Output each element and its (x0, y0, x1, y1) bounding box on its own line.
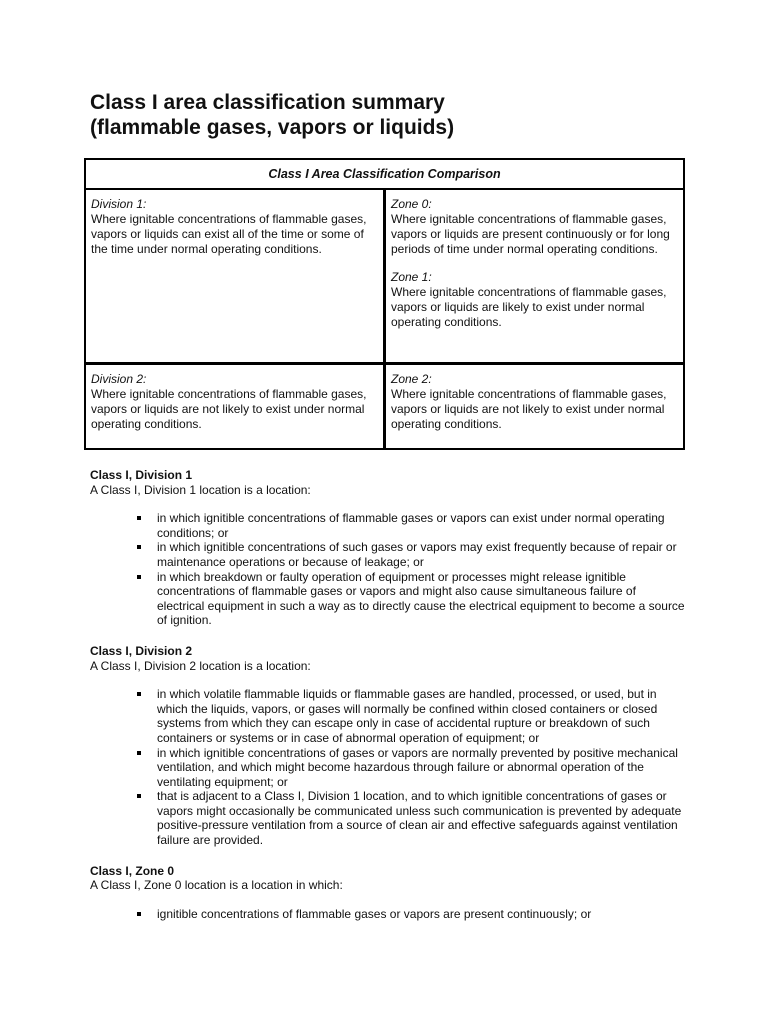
list-item-text: in which breakdown or faulty operation of equipment or processes might release ignitible concentrations of flammable gases or vapors and might also cause simultaneous failure of electrical equipment in such a way as to directly cause the electrical equipment to become a source of ignition. (157, 569, 685, 628)
list-item-text: in which volatile flammable liquids or flammable gases are handled, processed, or used, but in which the liquids, vapors, or gases will normally be confined within closed containers or closed systems from which they can escape only in case of accidental rupture or breakdown of such containers or systems or in case of abnormal operation of equipment; or (157, 687, 658, 745)
division-2-cell (85, 364, 385, 450)
zone-2-label: Zone 2: (391, 372, 432, 386)
square-bullet-icon (137, 575, 141, 579)
bullet-list (90, 907, 686, 922)
table-caption: Class I Area Classification Comparison (85, 159, 684, 189)
zone-0-label: Zone 0: (391, 197, 432, 211)
list-item (137, 907, 686, 922)
section-intro: A Class I, Division 2 location is a location: (90, 658, 311, 673)
bullet-list (90, 511, 686, 628)
square-bullet-icon (137, 516, 141, 520)
square-bullet-icon (137, 912, 141, 916)
table-row (85, 189, 684, 364)
page-title-line-1: Class I area classification summary (90, 91, 445, 114)
zone-1-label: Zone 1: (391, 270, 432, 284)
list-item (137, 511, 686, 540)
list-item (137, 687, 686, 745)
zone-2-cell (385, 364, 685, 450)
section-division-1 (90, 468, 686, 628)
zone-0-text: Where ignitable concentrations of flammable gases, vapors or liquids are present continuously or for long periods of time under normal operating conditions. (391, 212, 670, 256)
zone-1-block (391, 270, 677, 330)
section-intro: A Class I, Zone 0 location is a location in which: (90, 878, 343, 893)
division-2-text: Where ignitable concentrations of flammable gases, vapors or liquids are not likely to exist under normal operating conditions. (91, 387, 367, 431)
bullet-list (90, 687, 686, 848)
list-item-text: that is adjacent to a Class I, Division 1 location, and to which ignitible concentrations of gases or vapors might occasionally be communicated unless such communication is prevented by adequate positive-pressure ventilation from a source of clean air and effective safeguards against ventilation failure are provided. (157, 789, 682, 848)
list-item-text: in which ignitible concentrations of flammable gases or vapors can exist under normal operating conditions; or (157, 511, 665, 540)
list-item (137, 746, 686, 790)
page-title (90, 90, 686, 140)
square-bullet-icon (137, 692, 141, 696)
section-heading: Class I, Division 2 (90, 643, 193, 658)
division-1-label: Division 1: (91, 197, 147, 211)
zone-1-text: Where ignitable concentrations of flammable gases, vapors or liquids are likely to exist under normal operating conditions. (391, 285, 667, 329)
zone-2-text: Where ignitable concentrations of flammable gases, vapors or liquids are not likely to exist under normal operating conditions. (391, 387, 667, 431)
square-bullet-icon (137, 794, 141, 798)
section-heading: Class I, Division 1 (90, 468, 193, 482)
section-division-2 (90, 644, 686, 848)
table-row (85, 364, 684, 450)
zone-0-1-cell (385, 189, 685, 364)
list-item-text: in which ignitible concentrations of gases or vapors are normally prevented by positive mechanical ventilation, and which might become hazardous through failure or abnormal operation of the ventilating equipment; or (157, 745, 678, 789)
division-2-label: Division 2: (91, 372, 147, 386)
list-item-text: in which ignitible concentrations of such gases or vapors may exist frequently because of repair or maintenance operations or because of leakage; or (157, 540, 677, 569)
section-heading: Class I, Zone 0 (90, 863, 175, 878)
page-title-line-2: (flammable gases, vapors or liquids) (90, 116, 455, 139)
division-1-text: Where ignitable concentrations of flammable gases, vapors or liquids can exist all of the time or some of the time under normal operating conditions. (91, 212, 367, 256)
list-item (137, 570, 686, 628)
section-zone-0 (90, 864, 686, 922)
square-bullet-icon (137, 545, 141, 549)
list-item-text: ignitible concentrations of flammable gases or vapors are present continuously; or (157, 906, 592, 921)
list-item (137, 540, 686, 569)
classification-comparison-table (84, 158, 685, 450)
section-intro: A Class I, Division 1 location is a location: (90, 482, 311, 497)
division-1-cell (85, 189, 385, 364)
list-item (137, 789, 686, 847)
square-bullet-icon (137, 751, 141, 755)
